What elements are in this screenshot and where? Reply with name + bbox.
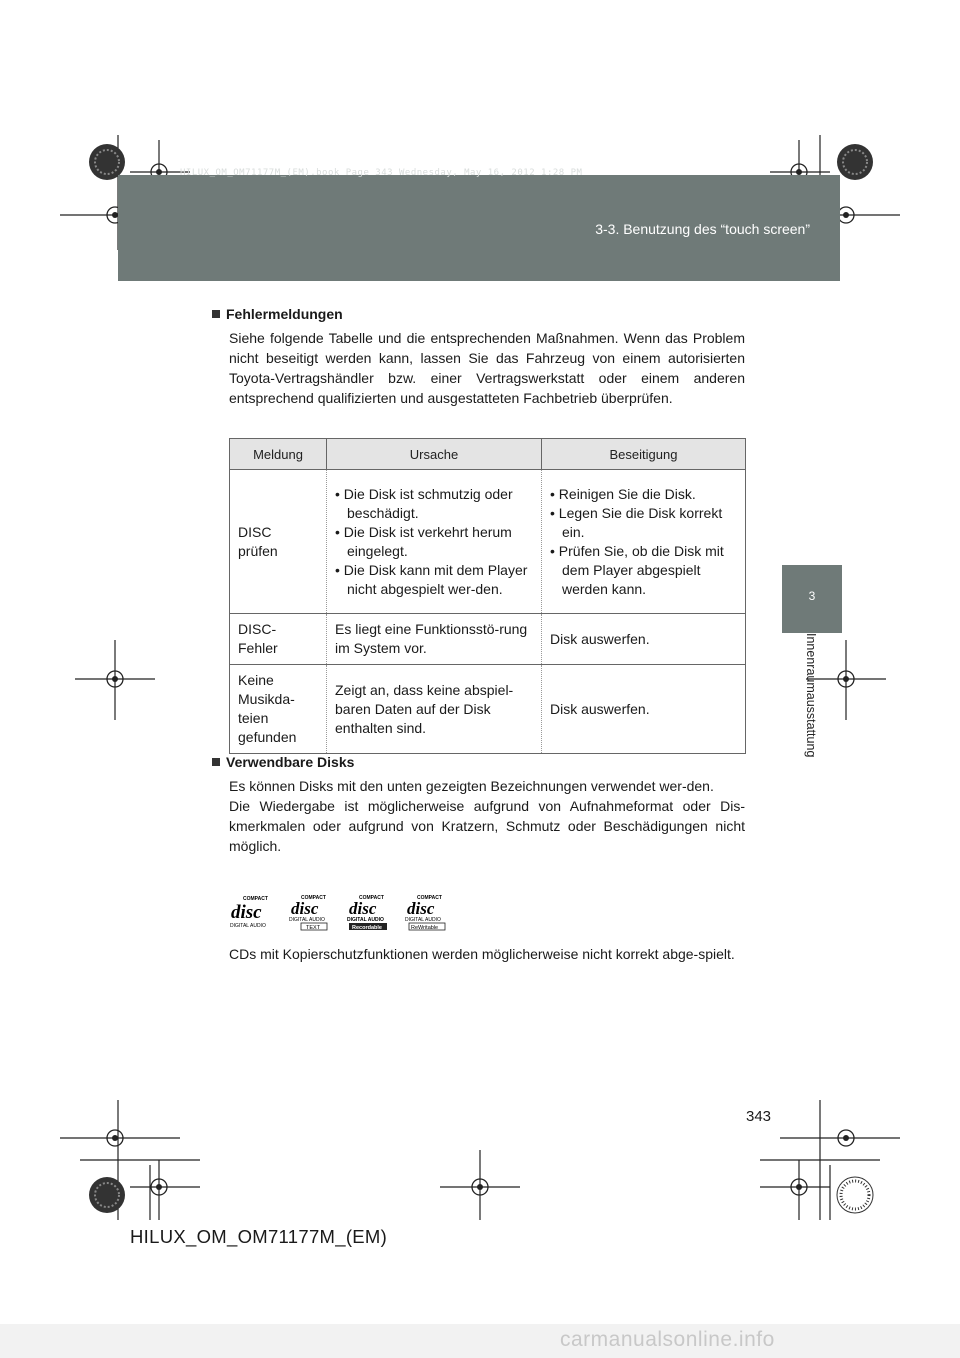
- svg-text:disc: disc: [349, 899, 377, 918]
- message-cell: DISC prüfen: [230, 470, 327, 614]
- intro-paragraph: Siehe folgende Tabelle und die entsprechenden Maßnahmen. Wenn das Problem nicht beseitigt werden kann, lassen Sie das Fahrzeug von einem autorisierten Toyota-Vertragshändler bzw. einer Vertragswerkstatt oder einem anderen entsprechend qualifizierten und ausgestatteten Fachbetrieb überprüfen.: [229, 330, 745, 406]
- section-usable-disks: [212, 754, 745, 856]
- heading-text: Fehlermeldungen: [226, 306, 343, 322]
- watermark-bar: [0, 1324, 960, 1358]
- svg-text:COMPACT: COMPACT: [359, 895, 384, 901]
- section-heading: [212, 754, 745, 770]
- error-message-table: [229, 438, 746, 754]
- svg-text:COMPACT: COMPACT: [243, 896, 268, 902]
- svg-text:ReWritable: ReWritable: [411, 925, 439, 931]
- svg-text:COMPACT: COMPACT: [301, 895, 326, 901]
- list-item: • Die Disk ist verkehrt herum eingelegt.: [335, 523, 512, 559]
- heading-text: Verwendbare Disks: [226, 754, 355, 770]
- svg-text:TEXT: TEXT: [306, 925, 321, 931]
- column-header-remedy: Beseitigung: [542, 439, 746, 470]
- footer-document-code: HILUX_OM_OM71177M_(EM): [130, 1226, 388, 1247]
- section-heading: [212, 306, 745, 322]
- table-row: [230, 614, 746, 665]
- cause-cell: Zeigt an, dass keine abspiel-baren Daten auf der Disk enthalten sind.: [327, 665, 542, 754]
- compact-disc-rewritable-logo-icon: [403, 893, 455, 931]
- svg-text:disc: disc: [231, 902, 262, 923]
- remedy-cell: Disk auswerfen.: [542, 614, 746, 665]
- remedy-cell: [542, 470, 746, 614]
- table-row: [230, 665, 746, 754]
- chapter-tab-label: Innenraumausstattung: [804, 633, 818, 758]
- remedy-cell: Disk auswerfen.: [542, 665, 746, 754]
- svg-text:DIGITAL AUDIO: DIGITAL AUDIO: [347, 917, 384, 923]
- list-item: • Die Disk ist schmutzig oder beschädigt.: [335, 485, 513, 521]
- column-header-message: Meldung: [230, 439, 327, 470]
- bullet-square-icon: [212, 310, 220, 318]
- list-item: • Prüfen Sie, ob die Disk mit dem Player abgespielt werden kann.: [550, 542, 724, 597]
- book-stamp: HILUX_OM_OM71177M_(EM).book Page 343 Wednesday, May 16, 2012 1:28 PM: [180, 168, 583, 178]
- bullet-square-icon: [212, 758, 220, 766]
- table-row: [230, 470, 746, 614]
- disc-logo-row: [229, 893, 455, 931]
- svg-text:COMPACT: COMPACT: [417, 895, 442, 901]
- page-number: 343: [746, 1108, 772, 1125]
- svg-text:disc: disc: [291, 899, 319, 918]
- compact-disc-text-logo-icon: [287, 893, 339, 931]
- chapter-tab-number: 3: [782, 565, 842, 633]
- column-header-cause: Ursache: [327, 439, 542, 470]
- svg-text:disc: disc: [407, 899, 435, 918]
- compact-disc-logo-icon: [229, 893, 281, 931]
- usable-disks-paragraph: Es können Disks mit den unten gezeigten Bezeichnungen verwendet wer-den.: [229, 778, 714, 794]
- chapter-tab: [782, 633, 842, 813]
- playback-note-paragraph: Die Wiedergabe ist möglicherweise aufgrund von Aufnahmeformat oder Dis-kmerkmalen oder aufgrund von Kratzern, Schmutz oder Beschädigungen nicht möglich.: [229, 798, 745, 854]
- section-error-messages: [212, 306, 745, 408]
- list-item: • Die Disk kann mit dem Player nicht abgespielt wer-den.: [335, 561, 528, 597]
- svg-text:DIGITAL AUDIO: DIGITAL AUDIO: [405, 917, 441, 923]
- svg-text:DIGITAL AUDIO: DIGITAL AUDIO: [230, 923, 266, 929]
- cause-cell: Es liegt eine Funktionsstö-rung im System vor.: [327, 614, 542, 665]
- header-band: [118, 175, 840, 281]
- cause-cell: [327, 470, 542, 614]
- message-cell: Keine Musikda- teien gefunden: [230, 665, 327, 754]
- list-item: • Reinigen Sie die Disk.: [550, 485, 696, 502]
- list-item: • Legen Sie die Disk korrekt ein.: [550, 504, 723, 540]
- section-title: 3-3. Benutzung des “touch screen”: [595, 221, 810, 237]
- svg-text:Recordable: Recordable: [352, 925, 382, 931]
- svg-text:DIGITAL AUDIO: DIGITAL AUDIO: [289, 917, 325, 923]
- message-cell: DISC- Fehler: [230, 614, 327, 665]
- copy-protection-note: CDs mit Kopierschutzfunktionen werden möglicherweise nicht korrekt abge-spielt.: [229, 946, 735, 962]
- compact-disc-recordable-logo-icon: [345, 893, 397, 931]
- watermark-text: carmanualsonline.info: [560, 1328, 775, 1351]
